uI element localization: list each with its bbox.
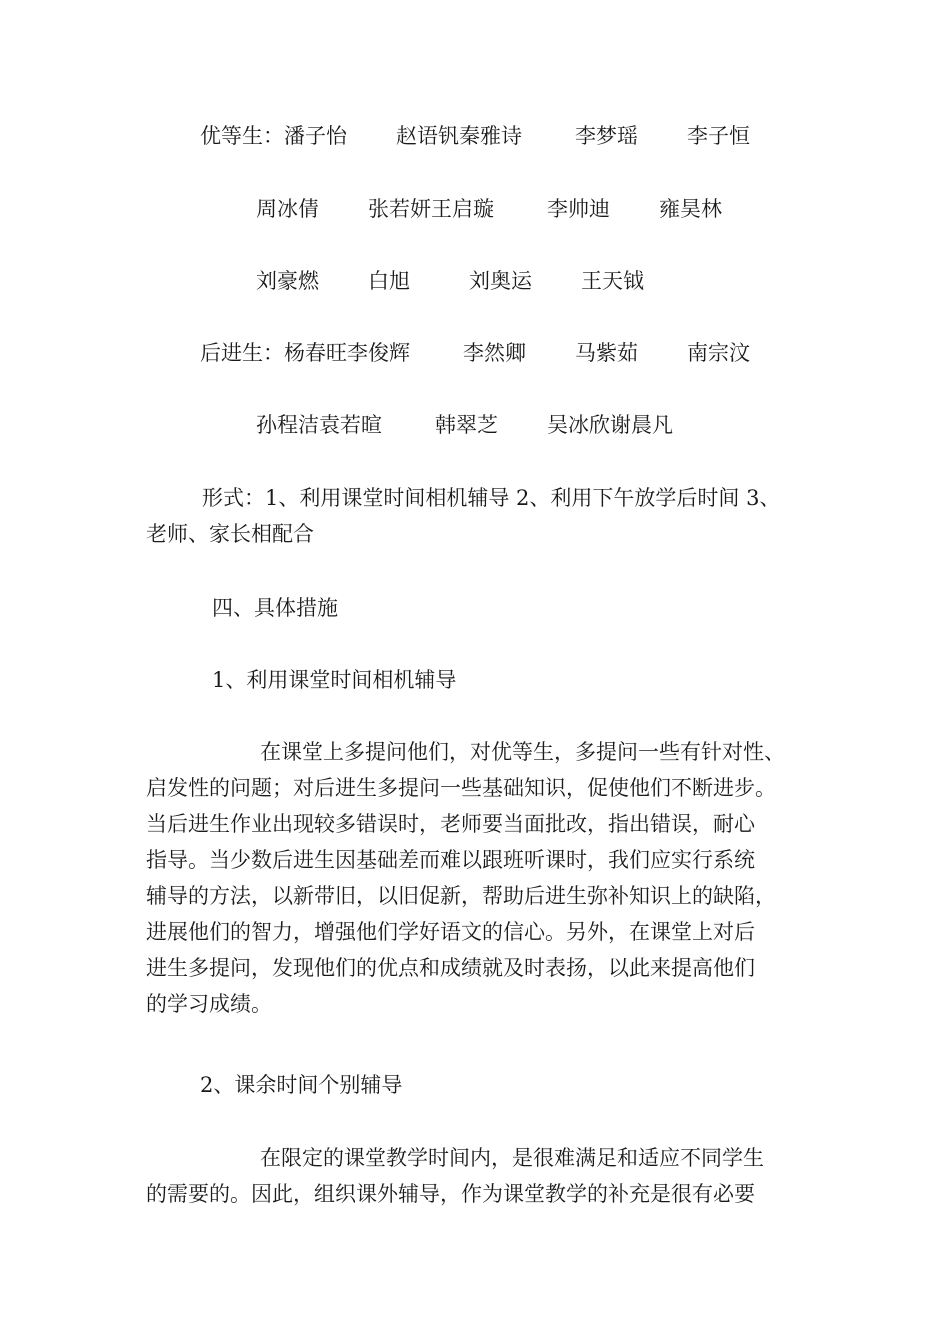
paragraph-line: 启发性的问题；对后进生多提问一些基础知识，促使他们不断进步。 [146, 776, 776, 800]
student-name: 杨春旺李俊辉 [284, 341, 410, 365]
student-name: 吴冰欣谢晨凡 [547, 413, 673, 437]
student-name: 张若妍王启璇 [368, 197, 494, 221]
student-name: 孙程洁袁若暄 [256, 413, 382, 437]
student-name: 刘奥运 [469, 269, 532, 293]
student-name: 李子恒 [687, 124, 750, 148]
subsection-heading: 1、利用课堂时间相机辅导 [212, 668, 457, 692]
top-students-row-3 [256, 263, 644, 299]
paragraph-line: 进生多提问，发现他们的优点和成绩就及时表扬，以此来提高他们 [146, 956, 755, 980]
student-name: 赵语钒秦雅诗 [396, 124, 522, 148]
top-students-row-2 [256, 191, 722, 227]
subsection-1-paragraph [146, 734, 836, 1022]
student-name: 周冰倩 [256, 197, 319, 221]
student-name: 白旭 [368, 269, 410, 293]
lagging-students-row-2 [256, 407, 673, 443]
section-heading: 四、具体措施 [212, 596, 338, 620]
paragraph-line: 辅导的方法，以新带旧，以旧促新，帮助后进生弥补知识上的缺陷， [146, 884, 776, 908]
paragraph-line: 进展他们的智力，增强他们学好语文的信心。另外，在课堂上对后 [146, 920, 755, 944]
student-name: 南宗汶 [687, 341, 750, 365]
student-name: 王天钺 [581, 269, 644, 293]
subsection-heading: 2、课余时间个别辅导 [200, 1073, 403, 1097]
student-name: 李帅迪 [547, 197, 610, 221]
paragraph-line: 在课堂上多提问他们，对优等生，多提问一些有针对性、 [260, 740, 785, 764]
form-line-2: 老师、家长相配合 [146, 522, 314, 546]
paragraph-line: 的学习成绩。 [146, 992, 272, 1016]
lagging-students-label: 后进生： [200, 341, 284, 365]
paragraph-line: 在限定的课堂教学时间内，是很难满足和适应不同学生 [260, 1146, 764, 1170]
student-name: 李然卿 [463, 341, 526, 365]
student-name: 李梦瑶 [575, 124, 638, 148]
student-name: 雍昊林 [659, 197, 722, 221]
paragraph-line: 的需要的。因此，组织课外辅导，作为课堂教学的补充是很有必要 [146, 1182, 755, 1206]
student-name: 潘子怡 [284, 124, 347, 148]
paragraph-line: 当后进生作业出现较多错误时，老师要当面批改，指出错误，耐心 [146, 812, 755, 836]
student-name: 马紫茹 [575, 341, 638, 365]
paragraph-line: 指导。当少数后进生因基础差而难以跟班听课时，我们应实行系统 [146, 848, 755, 872]
top-students-row-1 [200, 118, 750, 154]
student-name: 韩翠芝 [435, 413, 498, 437]
student-name: 刘豪燃 [256, 269, 319, 293]
lagging-students-row-1 [200, 335, 750, 371]
top-students-label: 优等生： [200, 124, 284, 148]
form-line-1: 形式：1、利用课堂时间相机辅导 2、利用下午放学后时间 3、 [202, 486, 781, 510]
subsection-2-paragraph [146, 1140, 836, 1212]
